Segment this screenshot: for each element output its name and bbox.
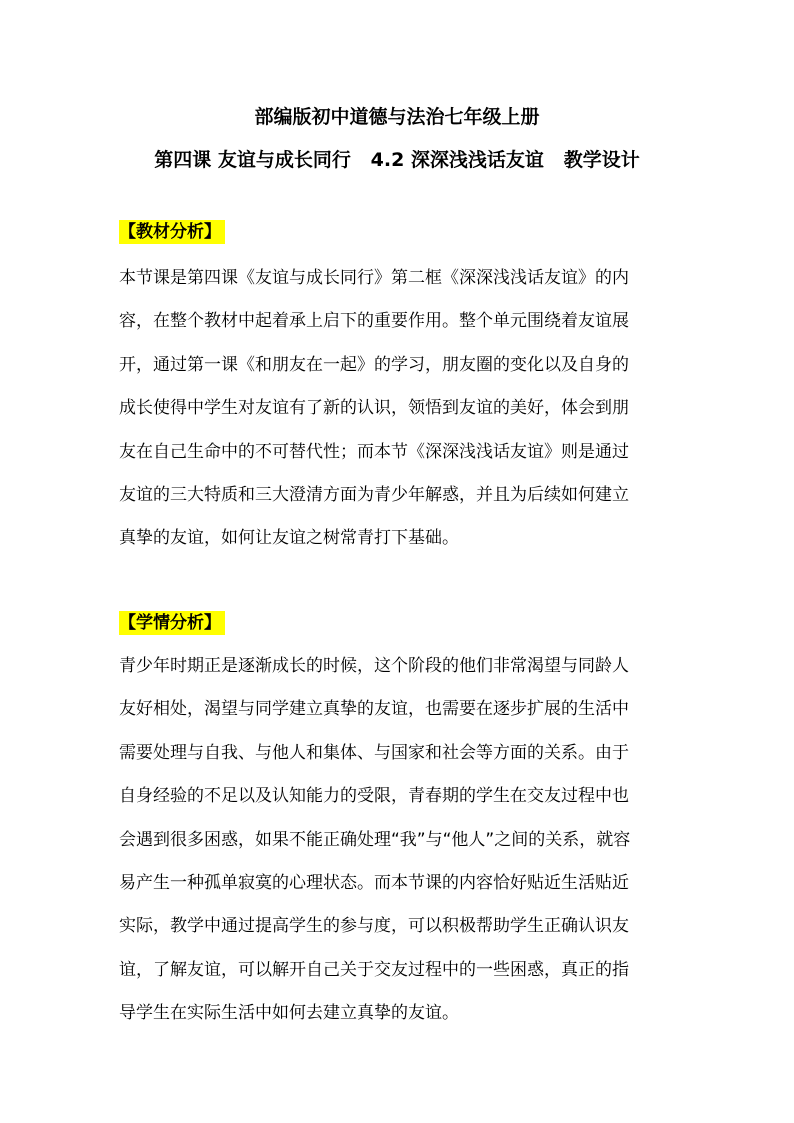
paragraph-line: 容，在整个教材中起着承上启下的重要作用。整个单元围绕着友谊展 — [119, 311, 629, 332]
paragraph-line: 友好相处，渴望与同学建立真挚的友谊，也需要在逐步扩展的生活中 — [119, 699, 629, 720]
paragraph-line: 真挚的友谊，如何让友谊之树常青打下基础。 — [119, 528, 459, 549]
paragraph-line: 谊，了解友谊，可以解开自己关于交友过程中的一些困惑，真正的指 — [119, 959, 629, 980]
paragraph-line: 易产生一种孤单寂寞的心理状态。而本节课的内容恰好贴近生活贴近 — [119, 872, 629, 893]
section-heading-learner-analysis: 【学情分析】 — [119, 611, 225, 635]
paragraph-line: 成长使得中学生对友谊有了新的认识，领悟到友谊的美好，体会到朋 — [119, 398, 629, 419]
section-heading-textbook-analysis: 【教材分析】 — [119, 220, 225, 244]
section-body-textbook-analysis — [119, 257, 679, 561]
paragraph-line: 自身经验的不足以及认知能力的受限，青春期的学生在交友过程中也 — [119, 786, 629, 807]
paragraph-line: 开，通过第一课《和朋友在一起》的学习，朋友圈的变化以及自身的 — [119, 354, 629, 375]
paragraph-line: 导学生在实际生活中如何去建立真挚的友谊。 — [119, 1003, 459, 1024]
paragraph-line: 实际，教学中通过提高学生的参与度，可以积极帮助学生正确认识友 — [119, 916, 629, 937]
paragraph-line: 需要处理与自我、与他人和集体、与国家和社会等方面的关系。由于 — [119, 742, 629, 763]
document-title: 部编版初中道德与法治七年级上册 — [254, 106, 540, 128]
document-subtitle: 第四课 友谊与成长同行 4.2 深深浅浅话友谊 教学设计 — [154, 149, 640, 171]
section-body-learner-analysis — [119, 645, 679, 1036]
paragraph-line: 会遇到很多困惑，如果不能正确处理“我”与“他人”之间的关系，就容 — [119, 829, 631, 850]
paragraph-line: 友在自己生命中的不可替代性；而本节《深深浅浅话友谊》则是通过 — [119, 441, 629, 462]
paragraph-line: 友谊的三大特质和三大澄清方面为青少年解惑，并且为后续如何建立 — [119, 484, 629, 505]
paragraph-line: 青少年时期正是逐渐成长的时候，这个阶段的他们非常渴望与同龄人 — [119, 656, 629, 676]
paragraph-line: 本节课是第四课《友谊与成长同行》第二框《深深浅浅话友谊》的内 — [119, 268, 629, 288]
